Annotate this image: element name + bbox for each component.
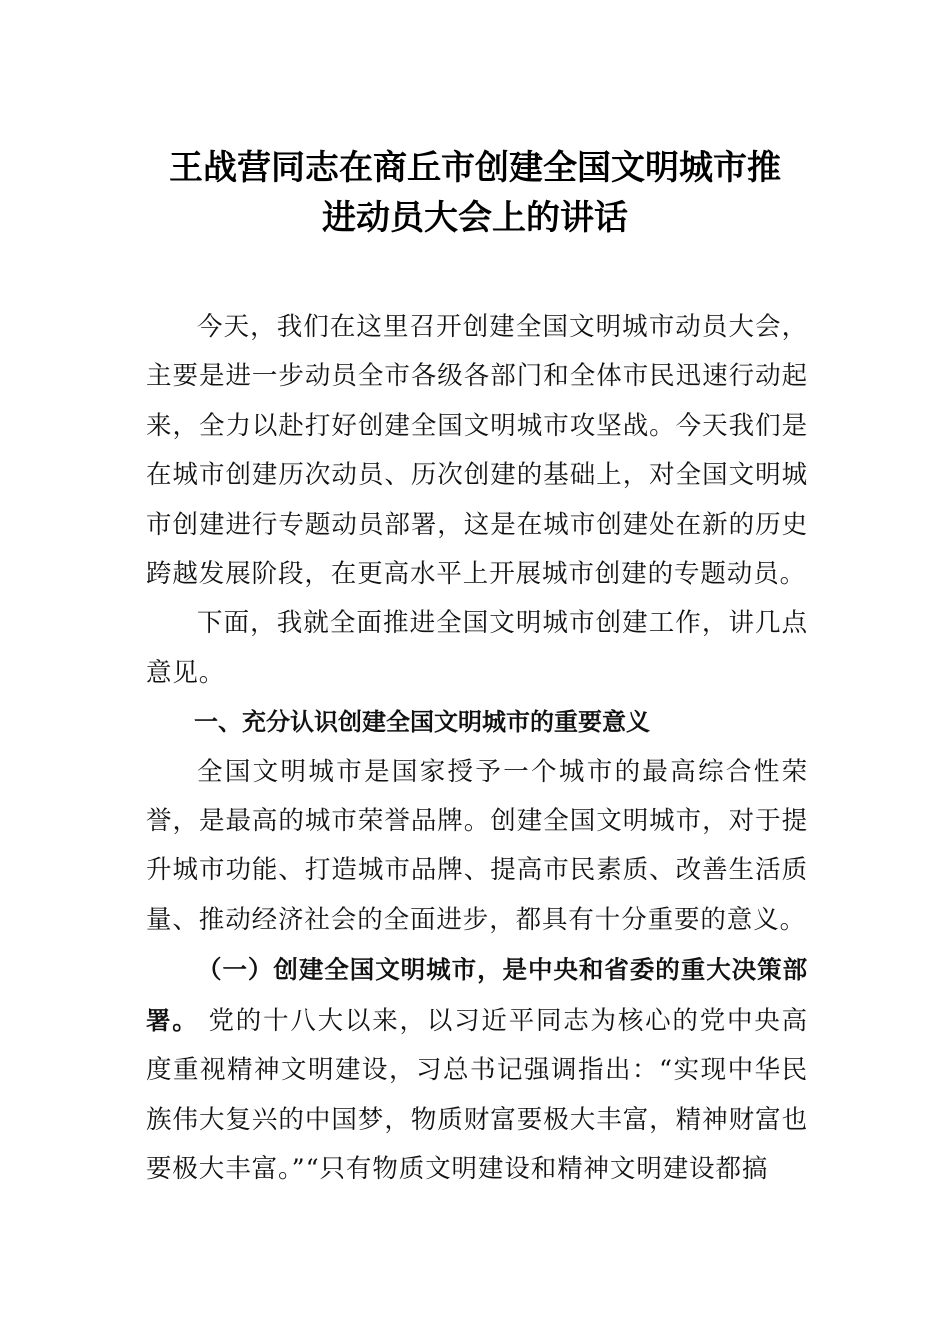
paragraph-significance: 全国文明城市是国家授予一个城市的最高综合性荣誉，是最高的城市荣誉品牌。创建全国文明城市，对于提升城市功能、打造城市品牌、提高市民素质、改善生活质量、推动经济社会的全面进步，都具有十分重要的意义。 [146, 756, 808, 935]
title-line-2: 进动员大会上的讲话 [322, 198, 628, 238]
title-line-1: 王战营同志在商丘市创建全国文明城市推 [169, 148, 781, 188]
document-body [146, 303, 808, 1194]
paragraph-subsection-1 [146, 945, 808, 1194]
section-heading-1: 一、充分认识创建全国文明城市的重要意义 [194, 708, 650, 737]
subsection-1-text: 党的十八大以来，以习近平同志为核心的党中央高度重视精神文明建设，习总书记强调指出：“实现中华民族伟大复兴的中国梦，物质财富要极大丰富，精神财富也要极大丰富。”“只有物质文明建设和精神文明建设都搞 [146, 1005, 808, 1184]
subsection-heading-1: （一）创建全国文明城市，是中央和省委的重大决策部署。 [146, 955, 808, 1035]
paragraph-opening: 今天，我们在这里召开创建全国文明城市动员大会，主要是进一步动员全市各级各部门和全体市民迅速行动起来，全力以赴打好创建全国文明城市攻坚战。今天我们是在城市创建历次动员、历次创建的基础上，对全国文明城市创建进行专题动员部署，这是在城市创建处在新的历史跨越发展阶段，在更高水平上开展城市创建的专题动员。 [146, 312, 808, 590]
document-title [100, 143, 850, 243]
paragraph-intro: 下面，我就全面推进全国文明城市创建工作，讲几点意见。 [146, 608, 808, 688]
